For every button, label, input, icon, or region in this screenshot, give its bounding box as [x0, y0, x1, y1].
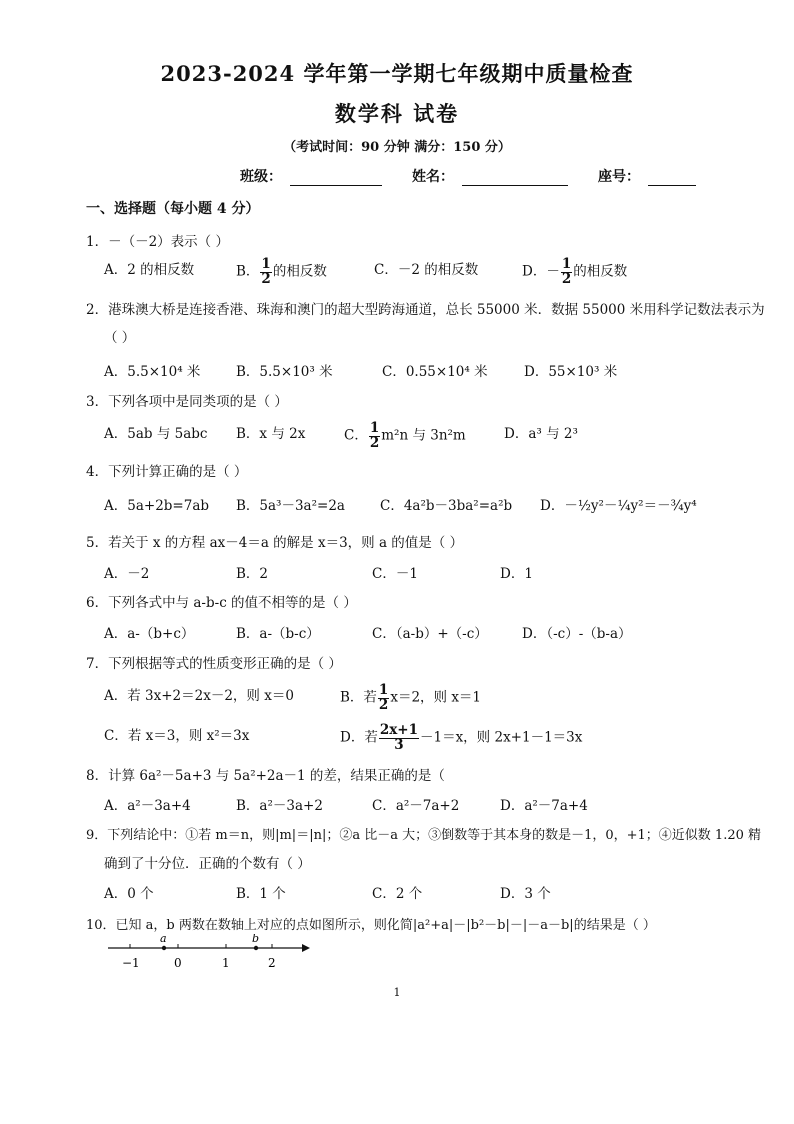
- q9-option-b: B．1 个: [236, 886, 286, 902]
- q2-stem-cont: （ ）: [104, 330, 136, 346]
- q1-option-d: D．－ $\frac{1}{2}$ 的相反数: [522, 256, 628, 287]
- tick-label-1: 1: [222, 956, 230, 970]
- q3-option-d: D．a³ 与 2³: [504, 426, 578, 442]
- q8-option-a: A．a²－3a+4: [104, 798, 191, 814]
- q7-option-d: D．若 $\frac{2x+1}{3}$ －1＝x，则 2x+1－1＝3x: [340, 722, 583, 753]
- exam-info: （考试时间：90 分钟 满分：150 分）: [283, 140, 511, 155]
- q9-option-a: A．0 个: [104, 886, 154, 902]
- q10-stem: 10．已知 a，b 两数在数轴上对应的点如图所示，则化简|a²+a|－|b²－b|－|－a－b|的结果是（ ）: [86, 918, 656, 933]
- seat-blank: [648, 171, 696, 186]
- q4-option-a: A．5a+2b=7ab: [104, 498, 210, 514]
- q9-option-d: D．3 个: [500, 886, 551, 902]
- q2-option-b: B．5.5×10³ 米: [236, 364, 333, 380]
- q2-stem: 2．港珠澳大桥是连接香港、珠海和澳门的超大型跨海通道，总长 55000 米．数据 55000 米用科学记数法表示为: [86, 302, 765, 318]
- point-a-dot: [162, 946, 166, 950]
- q3-option-b: B．x 与 2x: [236, 426, 306, 442]
- q4-option-c: C．4a²b－3ba²=a²b: [380, 498, 513, 514]
- q9-stem-cont: 确到了十分位．正确的个数有（ ）: [104, 856, 311, 872]
- exam-subject: 数学科 试卷: [334, 101, 460, 126]
- q8-stem: 8．计算 6a²－5a+3 与 5a²+2a－1 的差，结果正确的是（: [86, 768, 445, 784]
- q6-option-a: A．a-（b+c）: [104, 626, 195, 642]
- q4-option-d: D．－½y²－¼y²＝－¾y⁴: [540, 498, 697, 514]
- name-blank: [462, 171, 568, 186]
- tick-label-minus-1: −1: [122, 956, 140, 970]
- q9-stem: 9．下列结论中：①若 m＝n，则|m|＝|n|；②a 比－a 大；③倒数等于其本身的数是－1，0，+1；④近似数 1.20 精: [86, 828, 762, 843]
- q9-option-c: C．2 个: [372, 886, 423, 902]
- q5-option-c: C．－1: [372, 566, 418, 582]
- q3-option-a: A．5ab 与 5abc: [104, 426, 208, 442]
- point-b-label: b: [252, 934, 260, 945]
- q1-option-b: B． $\frac{1}{2}$ 的相反数: [236, 256, 327, 287]
- point-a-label: a: [160, 934, 167, 945]
- name-label: 姓名：: [412, 169, 454, 185]
- q8-option-b: B．a²－3a+2: [236, 798, 323, 814]
- q5-option-b: B．2: [236, 566, 269, 582]
- q1-stem: 1．－（－2）表示（ ）: [86, 234, 229, 250]
- q2-option-a: A．5.5×10⁴ 米: [104, 364, 201, 380]
- q6-stem: 6．下列各式中与 a-b-c 的值不相等的是（ ）: [86, 595, 357, 611]
- section-title: 一、选择题（每小题 4 分）: [86, 201, 260, 217]
- student-info-row: [240, 166, 696, 186]
- q8-option-d: D．a²－7a+4: [500, 798, 588, 814]
- page-number: 1: [393, 986, 401, 999]
- tick-label-0: 0: [174, 956, 182, 970]
- point-b-dot: [254, 946, 258, 950]
- q6-option-b: B．a-（b-c）: [236, 626, 320, 642]
- q1-option-c: C．－2 的相反数: [374, 262, 479, 278]
- q7-stem: 7．下列根据等式的性质变形正确的是（ ）: [86, 656, 342, 672]
- seat-label: 座号：: [598, 169, 640, 185]
- q8-option-c: C．a²－7a+2: [372, 798, 460, 814]
- q1-option-a: A．2 的相反数: [104, 262, 195, 278]
- q2-option-c: C．0.55×10⁴ 米: [382, 364, 488, 380]
- q6-option-c: C．（a-b）+（-c）: [372, 626, 488, 642]
- exam-title: 2023-2024 学年第一学期七年级期中质量检查: [160, 61, 634, 86]
- class-label: 班级：: [240, 169, 282, 185]
- q5-option-a: A．－2: [104, 566, 150, 582]
- q6-option-d: D．（-c）-（b-a）: [522, 626, 632, 642]
- q7-option-a: A．若 3x+2＝2x－2，则 x＝0: [104, 688, 294, 704]
- q5-option-d: D．1: [500, 566, 533, 582]
- q7-option-b: B．若 $\frac{1}{2}$ x＝2，则 x＝1: [340, 682, 482, 713]
- class-blank: [290, 171, 382, 186]
- q4-stem: 4．下列计算正确的是（ ）: [86, 464, 248, 480]
- q4-option-b: B．5a³－3a²=2a: [236, 498, 345, 514]
- tick-label-2: 2: [268, 956, 276, 970]
- q5-stem: 5．若关于 x 的方程 ax－4＝a 的解是 x＝3，则 a 的值是（ ）: [86, 535, 464, 551]
- number-line-figure: [104, 934, 314, 974]
- q3-option-c: C． $\frac{1}{2}$ m²n 与 3n²m: [344, 420, 466, 451]
- q7-option-c: C．若 x＝3，则 x²＝3x: [104, 728, 250, 744]
- q3-stem: 3．下列各项中是同类项的是（ ）: [86, 394, 288, 410]
- q2-option-d: D．55×10³ 米: [524, 364, 618, 380]
- number-line-arrow: [302, 944, 310, 952]
